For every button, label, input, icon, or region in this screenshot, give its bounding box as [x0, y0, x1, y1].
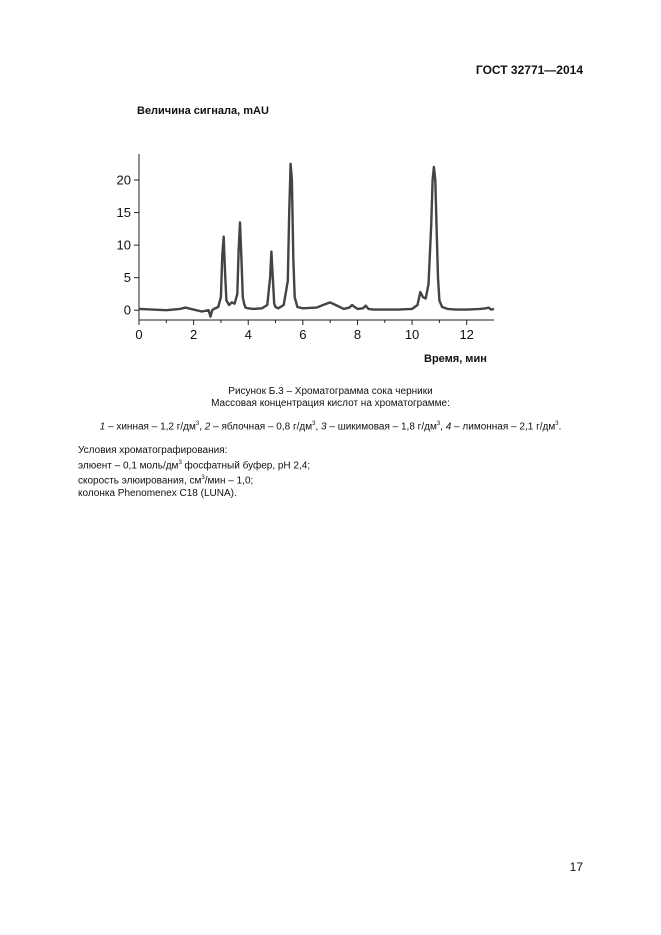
chromatography-conditions: [78, 445, 310, 500]
caption-subtitle: Массовая концентрация кислот на хроматограмме:: [211, 398, 450, 409]
speed-text-2: /мин – 1,0;: [204, 475, 254, 487]
y-tick-label: 10: [116, 237, 131, 253]
y-tick-label: 20: [116, 172, 131, 188]
x-tick-label: 6: [299, 327, 307, 342]
x-tick-label: 2: [189, 327, 198, 342]
unit-sup: 3: [312, 421, 316, 427]
page-number: 17: [569, 860, 583, 874]
y-tick-label: 0: [123, 302, 131, 318]
figure-caption: [0, 386, 661, 410]
conditions-title: Условия хроматографирования:: [78, 445, 228, 456]
caption-title: Рисунок Б.3 – Хроматограмма сока черники: [228, 386, 433, 397]
chromatogram-trace: [139, 164, 494, 317]
peak-3-number: 3: [321, 421, 327, 433]
x-axis-label: Время, мин: [424, 353, 487, 365]
column-line: колонка Phenomenex C18 (LUNA).: [78, 487, 237, 499]
legend-sep: ,: [199, 421, 205, 433]
chromatogram-chart: [105, 140, 505, 360]
peak-1-number: 1: [99, 421, 106, 433]
x-tick-label: 12: [459, 327, 474, 342]
peak-1-text: – хинная – 1,2 г/дм: [105, 421, 196, 433]
unit-sup: 3: [195, 421, 200, 427]
x-tick-label: 8: [353, 327, 362, 342]
x-axis: [135, 320, 494, 342]
y-tick-label: 15: [116, 205, 131, 221]
y-axis-label: Величина сигнала, mAU: [137, 105, 269, 117]
unit-sup: 3: [555, 421, 559, 427]
eluent-text: элюент – 0,1 моль/дм: [78, 460, 179, 472]
peak-3-text: – шикимовая – 1,8 г/дм: [326, 421, 437, 433]
eluent-text-2: фосфатный буфер, pH 2,4;: [181, 460, 311, 472]
standard-header: ГОСТ 32771—2014: [475, 63, 583, 77]
legend-sep: ,: [440, 421, 446, 433]
eluent-line: [78, 457, 310, 472]
x-tick-label: 0: [135, 327, 143, 342]
x-tick-label: 4: [244, 327, 252, 342]
y-axis: [117, 154, 139, 320]
y-tick-label: 5: [123, 270, 131, 286]
peak-legend: [0, 421, 661, 432]
unit-sup: 3: [436, 421, 441, 427]
legend-sep: ,: [315, 421, 322, 433]
speed-text: скорость элюирования, см: [78, 475, 202, 487]
unit-sup: 3: [178, 460, 182, 466]
x-tick-label: 10: [404, 327, 420, 342]
peak-4-text: – лимонная – 2,1 г/дм: [451, 421, 556, 433]
peak-4-number: 4: [445, 421, 452, 433]
speed-line: [78, 472, 310, 487]
unit-sup: 3: [201, 475, 205, 482]
peak-2-text: – яблочная – 0,8 г/дм: [210, 421, 313, 433]
legend-end: .: [558, 421, 562, 433]
peak-2-number: 2: [204, 421, 211, 433]
